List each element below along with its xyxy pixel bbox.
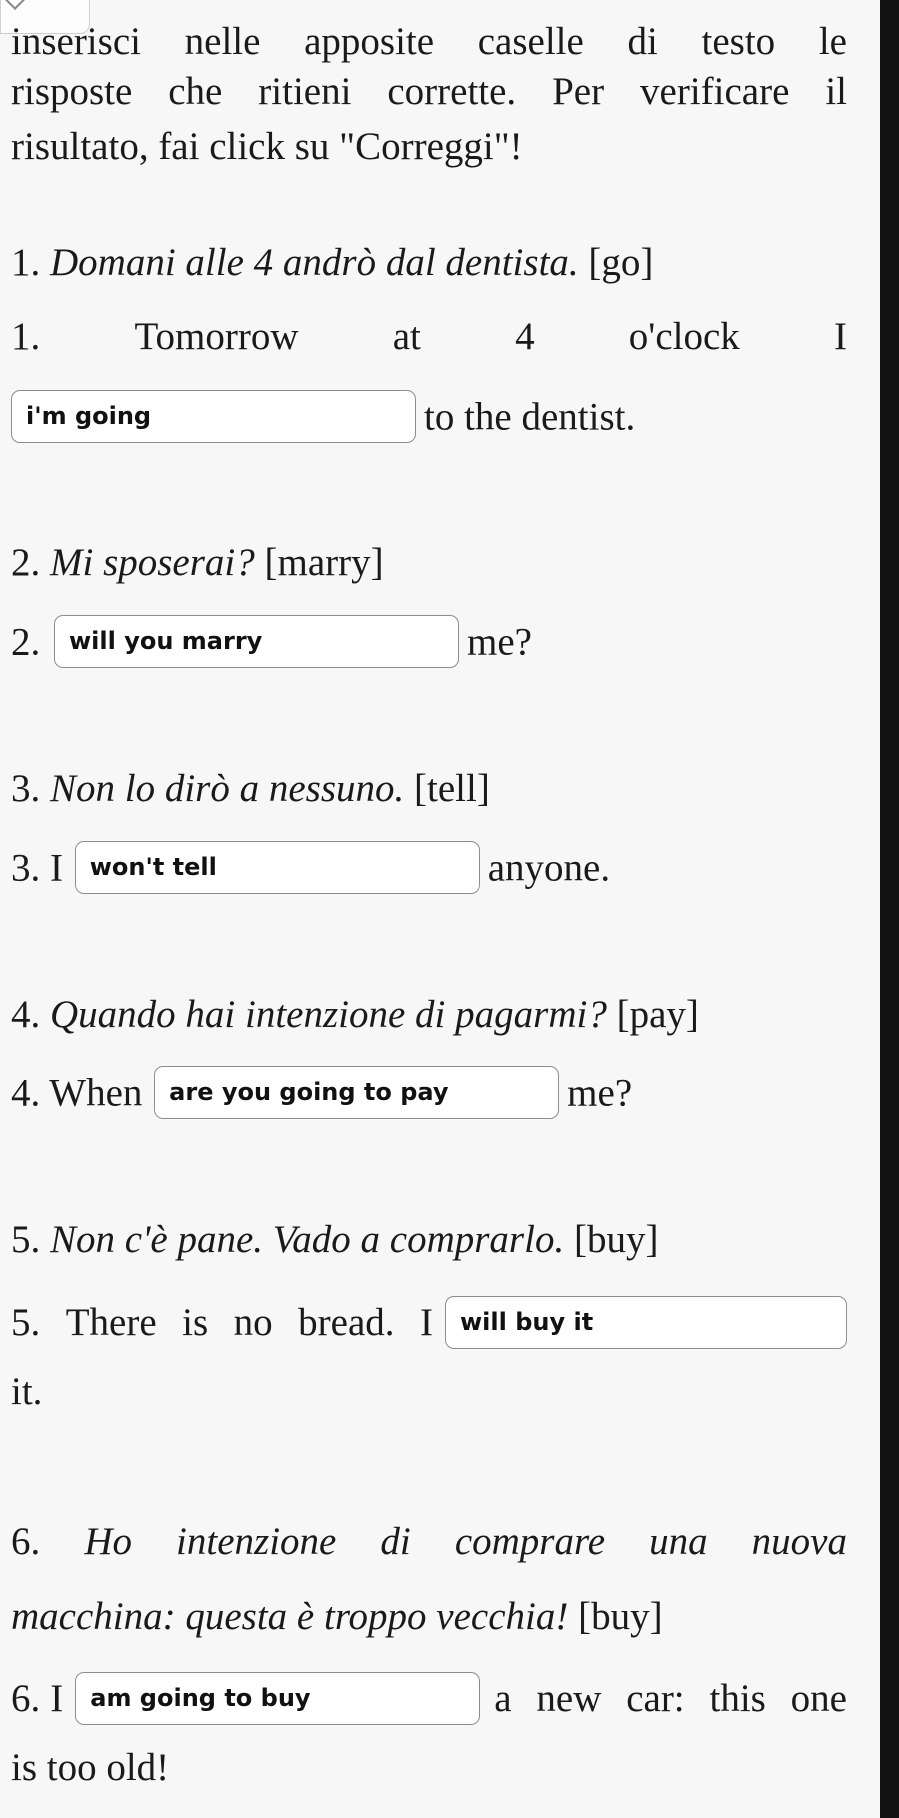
question-1-prompt: 1. Domani alle 4 andrò dal dentista. [go] (11, 241, 654, 284)
question-5-sentence-line1: 5. There is no bread. I will buy it (11, 1296, 847, 1349)
question-3-hint: [tell] (414, 767, 490, 810)
question-1-italian: Domani alle 4 andrò dal dentista. (50, 241, 579, 284)
question-3-sentence: 3. I won't tell anyone. (11, 845, 847, 898)
question-2-sentence: 2. will you marry me? (11, 619, 847, 672)
answer-input-2[interactable]: will you marry (54, 615, 459, 668)
question-2-italian: Mi sposerai? (50, 541, 255, 584)
question-1-sentence-line1: 1. Tomorrow at 4 o'clock I (11, 315, 847, 358)
question-3-italian: Non lo dirò a nessuno. (50, 767, 405, 810)
question-3-prompt: 3. Non lo dirò a nessuno. [tell] (11, 767, 490, 810)
instructions-line-3: risultato, fai click su "Correggi"! (11, 125, 523, 168)
answer-input-3[interactable]: won't tell (75, 841, 480, 894)
chevron-down-icon (0, 0, 32, 10)
question-6-prompt-line2: macchina: questa è troppo vecchia! [buy] (11, 1595, 663, 1638)
question-4-sentence: 4. When are you going to pay me? (11, 1070, 847, 1123)
question-6-prompt-line1: 6. Ho intenzione di comprare una nuova (11, 1520, 847, 1563)
question-2-hint: [marry] (264, 541, 384, 584)
instructions-line-1: inserisci nelle apposite caselle di testo le (11, 20, 847, 63)
question-6-hint: [buy] (578, 1595, 663, 1638)
instructions-line-2: risposte che ritieni corrette. Per verificare il (11, 70, 847, 113)
question-4-hint: [pay] (616, 993, 699, 1036)
right-edge-bar (880, 0, 899, 1818)
question-5-hint: [buy] (573, 1218, 659, 1261)
question-4-italian: Quando hai intenzione di pagarmi? (50, 993, 607, 1036)
question-1-sentence-line2: i'm going to the dentist. (11, 394, 847, 447)
question-5-italian: Non c'è pane. Vado a comprarlo. (50, 1218, 565, 1261)
question-5-sentence-line2: it. (11, 1370, 43, 1413)
answer-input-6[interactable]: am going to buy (75, 1672, 480, 1725)
answer-input-4[interactable]: are you going to pay (154, 1066, 559, 1119)
question-6-sentence-line1: 6. I am going to buy a new car: this one (11, 1672, 847, 1725)
question-1-hint: [go] (588, 241, 654, 284)
question-5-prompt: 5. Non c'è pane. Vado a comprarlo. [buy] (11, 1218, 659, 1261)
question-2-prompt: 2. Mi sposerai? [marry] (11, 541, 384, 584)
question-6-sentence-line2: is too old! (11, 1746, 170, 1789)
answer-input-5[interactable]: will buy it (445, 1296, 847, 1349)
answer-input-1[interactable]: i'm going (11, 390, 416, 443)
question-4-prompt: 4. Quando hai intenzione di pagarmi? [pay] (11, 993, 699, 1036)
